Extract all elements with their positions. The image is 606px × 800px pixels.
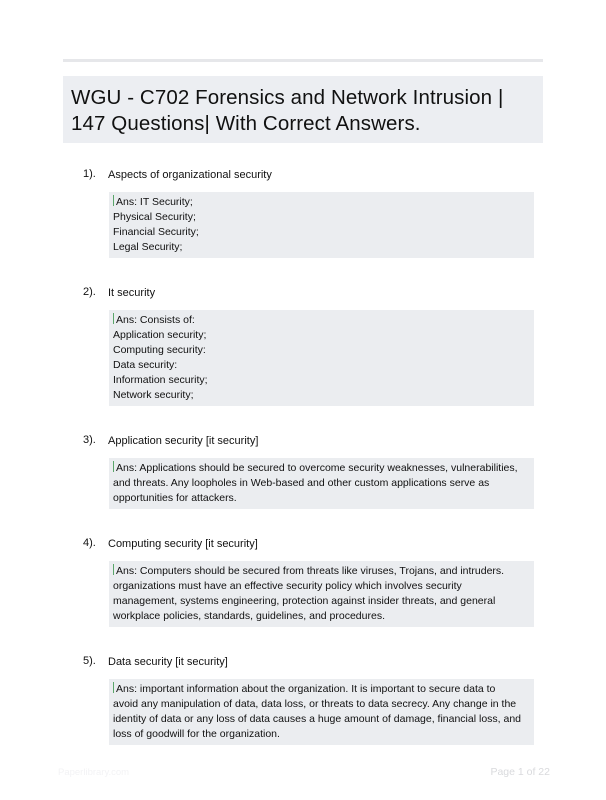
answer-line: Computing security: [113,344,206,356]
answer-line: workplace policies, standards, guidelines, and procedures. [113,610,385,622]
answer-box [109,192,534,258]
answer-line: Ans: Applications should be secured to overcome security weaknesses, vulnerabilities, [113,461,528,476]
answer-line: opportunities for attackers. [113,492,237,504]
question-number: 2). [83,286,96,298]
question-row [63,432,543,448]
question-row [63,166,543,182]
question-text: Aspects of organizational security [108,169,272,181]
answer-line: Application security; [113,329,207,341]
question-list [63,166,543,771]
question-text: Data security [it security] [108,656,228,668]
question-item [63,284,543,406]
answer-box [109,679,534,745]
answer-line: Physical Security; [113,211,196,223]
question-text: Application security [it security] [108,435,259,447]
question-number: 1). [83,168,96,180]
answer-line: Network security; [113,389,194,401]
answer-line: Information security; [113,374,208,386]
answer-line: Ans: important information about the organization. It is important to secure data to [113,682,528,697]
page-number: Page 1 of 22 [490,766,550,778]
answer-line: avoid any manipulation of data, data loss, or threats to data secrecy. Any change in the [113,698,517,710]
answer-line: organizations must have an effective security policy which involves security [113,580,462,592]
answer-line: Data security: [113,359,178,371]
question-number: 5). [83,655,96,667]
question-row [63,653,543,669]
question-number: 4). [83,537,96,549]
question-item [63,432,543,509]
answer-line: Ans: IT Security; [113,195,528,210]
answer-box [109,561,534,627]
answer-line: management, systems engineering, protection against insider threats, and general [113,595,496,607]
question-item [63,535,543,627]
question-row [63,284,543,300]
question-number: 3). [83,434,96,446]
top-divider [63,59,543,62]
answer-line: identity of data or any loss of data causes a huge amount of damage, financial loss, and [113,713,522,725]
question-text: It security [108,287,156,299]
answer-box [109,458,534,509]
title-banner [63,76,543,143]
answer-line: loss of goodwill for the organization. [113,728,280,740]
answer-line: and threats. Any loopholes in Web-based and other custom applications serve as [113,477,490,489]
answer-line: Legal Security; [113,241,183,253]
question-text: Computing security [it security] [108,538,258,550]
answer-box [109,310,534,406]
question-row [63,535,543,551]
question-item [63,166,543,258]
answer-line: Ans: Computers should be secured from threats like viruses, Trojans, and intruders. [113,564,528,579]
answer-line: Financial Security; [113,226,199,238]
document-title: WGU - C702 Forensics and Network Intrusion | 147 Questions| With Correct Answers. [71,86,504,135]
answer-line: Ans: Consists of: [113,313,528,328]
footer-watermark: Paperlibrary.com [58,767,130,778]
question-item [63,653,543,745]
